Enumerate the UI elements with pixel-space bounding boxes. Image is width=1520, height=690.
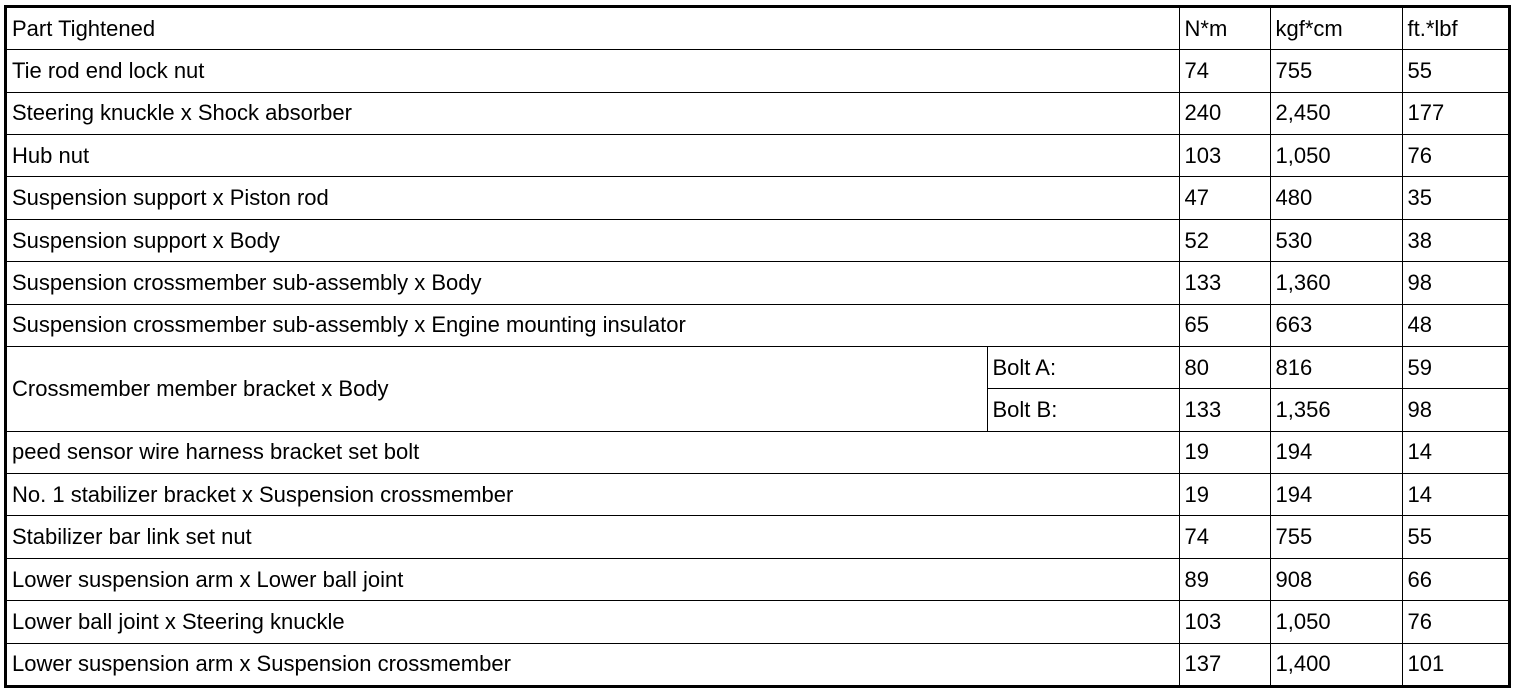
ft-cell: 66 <box>1402 558 1508 600</box>
header-nm: N*m <box>1179 8 1270 50</box>
kgf-cell: 530 <box>1270 219 1402 261</box>
bolt-label-cell: Bolt A: <box>987 346 1179 388</box>
part-cell: Hub nut <box>7 135 1179 177</box>
table-row <box>7 601 1508 643</box>
table-row <box>7 304 1508 346</box>
kgf-cell: 908 <box>1270 558 1402 600</box>
part-cell: Suspension crossmember sub-assembly x Engine mounting insulator <box>7 304 1179 346</box>
kgf-cell: 816 <box>1270 346 1402 388</box>
table-row <box>7 135 1508 177</box>
part-cell: Steering knuckle x Shock absorber <box>7 92 1179 134</box>
nm-cell: 52 <box>1179 219 1270 261</box>
nm-cell: 137 <box>1179 643 1270 685</box>
ft-cell: 101 <box>1402 643 1508 685</box>
table-row <box>7 219 1508 261</box>
kgf-cell: 755 <box>1270 516 1402 558</box>
nm-cell: 133 <box>1179 389 1270 431</box>
nm-cell: 65 <box>1179 304 1270 346</box>
ft-cell: 55 <box>1402 516 1508 558</box>
ft-cell: 38 <box>1402 219 1508 261</box>
bolt-label-cell: Bolt B: <box>987 389 1179 431</box>
ft-cell: 98 <box>1402 262 1508 304</box>
kgf-cell: 1,400 <box>1270 643 1402 685</box>
part-cell: Lower suspension arm x Lower ball joint <box>7 558 1179 600</box>
part-cell: Suspension crossmember sub-assembly x Body <box>7 262 1179 304</box>
part-cell: Stabilizer bar link set nut <box>7 516 1179 558</box>
nm-cell: 80 <box>1179 346 1270 388</box>
nm-cell: 133 <box>1179 262 1270 304</box>
part-cell: Lower ball joint x Steering knuckle <box>7 601 1179 643</box>
ft-cell: 76 <box>1402 601 1508 643</box>
table-row <box>7 558 1508 600</box>
nm-cell: 103 <box>1179 135 1270 177</box>
bracket-part-cell: Crossmember member bracket x Body <box>7 346 987 431</box>
kgf-cell: 755 <box>1270 50 1402 92</box>
nm-cell: 74 <box>1179 516 1270 558</box>
ft-cell: 177 <box>1402 92 1508 134</box>
table-row-bolt-a <box>7 346 1508 388</box>
part-cell: Suspension support x Piston rod <box>7 177 1179 219</box>
nm-cell: 103 <box>1179 601 1270 643</box>
table-row <box>7 50 1508 92</box>
table-row <box>7 431 1508 473</box>
nm-cell: 19 <box>1179 431 1270 473</box>
nm-cell: 89 <box>1179 558 1270 600</box>
table-row <box>7 474 1508 516</box>
kgf-cell: 2,450 <box>1270 92 1402 134</box>
header-ft-lbf: ft.*lbf <box>1402 8 1508 50</box>
table-row <box>7 516 1508 558</box>
kgf-cell: 663 <box>1270 304 1402 346</box>
nm-cell: 47 <box>1179 177 1270 219</box>
nm-cell: 74 <box>1179 50 1270 92</box>
header-part-tightened: Part Tightened <box>7 8 1179 50</box>
torque-specification-table <box>7 8 1508 685</box>
part-cell: Suspension support x Body <box>7 219 1179 261</box>
nm-cell: 19 <box>1179 474 1270 516</box>
table-row <box>7 92 1508 134</box>
kgf-cell: 1,360 <box>1270 262 1402 304</box>
part-cell: peed sensor wire harness bracket set bolt <box>7 431 1179 473</box>
ft-cell: 48 <box>1402 304 1508 346</box>
ft-cell: 14 <box>1402 474 1508 516</box>
ft-cell: 55 <box>1402 50 1508 92</box>
ft-cell: 35 <box>1402 177 1508 219</box>
ft-cell: 14 <box>1402 431 1508 473</box>
part-cell: Tie rod end lock nut <box>7 50 1179 92</box>
table-header-row <box>7 8 1508 50</box>
ft-cell: 76 <box>1402 135 1508 177</box>
table-row <box>7 262 1508 304</box>
kgf-cell: 480 <box>1270 177 1402 219</box>
torque-specification-table-frame <box>4 5 1511 688</box>
table-row <box>7 643 1508 685</box>
kgf-cell: 1,050 <box>1270 135 1402 177</box>
table-row <box>7 177 1508 219</box>
kgf-cell: 194 <box>1270 474 1402 516</box>
ft-cell: 59 <box>1402 346 1508 388</box>
part-cell: Lower suspension arm x Suspension crossmember <box>7 643 1179 685</box>
ft-cell: 98 <box>1402 389 1508 431</box>
nm-cell: 240 <box>1179 92 1270 134</box>
header-kgf-cm: kgf*cm <box>1270 8 1402 50</box>
part-cell: No. 1 stabilizer bracket x Suspension crossmember <box>7 474 1179 516</box>
kgf-cell: 1,050 <box>1270 601 1402 643</box>
kgf-cell: 194 <box>1270 431 1402 473</box>
kgf-cell: 1,356 <box>1270 389 1402 431</box>
